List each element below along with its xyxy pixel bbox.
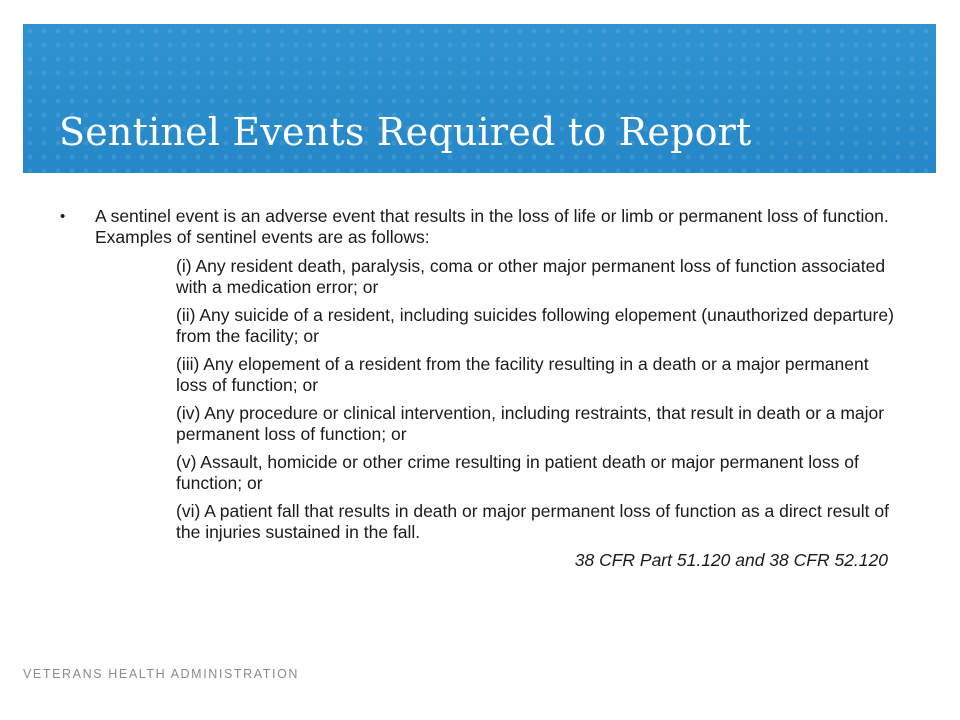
example-item: (iii) Any elopement of a resident from the facility resulting in a death or a major permanent loss of function; or [176,354,869,395]
slide-title: Sentinel Events Required to Report [59,110,752,154]
regulation-citation: 38 CFR Part 51.120 and 38 CFR 52.120 [574,550,888,570]
bullet-dot-icon: • [60,208,66,225]
example-item: (i) Any resident death, paralysis, coma or other major permanent loss of function associated with a medication error; or [176,256,886,297]
slide-body [60,206,900,571]
example-item: (iv) Any procedure or clinical intervention, including restraints, that result in death or a major permanent loss of function; or [176,403,885,444]
footer-organization: VETERANS HEALTH ADMINISTRATION [23,667,300,681]
example-item: (vi) A patient fall that results in death or major permanent loss of function as a direct result of the injuries sustained in the fall. [176,501,889,542]
bullet-item [60,206,900,571]
title-banner [23,24,936,173]
example-item: (v) Assault, homicide or other crime resulting in patient death or major permanent loss of function; or [176,452,859,493]
example-item: (ii) Any suicide of a resident, including suicides following elopement (unauthorized departure) from the facility; or [176,305,894,346]
examples-list [95,256,900,543]
intro-text: A sentinel event is an adverse event that results in the loss of life or limb or permanent loss of function. Examples of sentinel events are as follows: [95,206,889,247]
